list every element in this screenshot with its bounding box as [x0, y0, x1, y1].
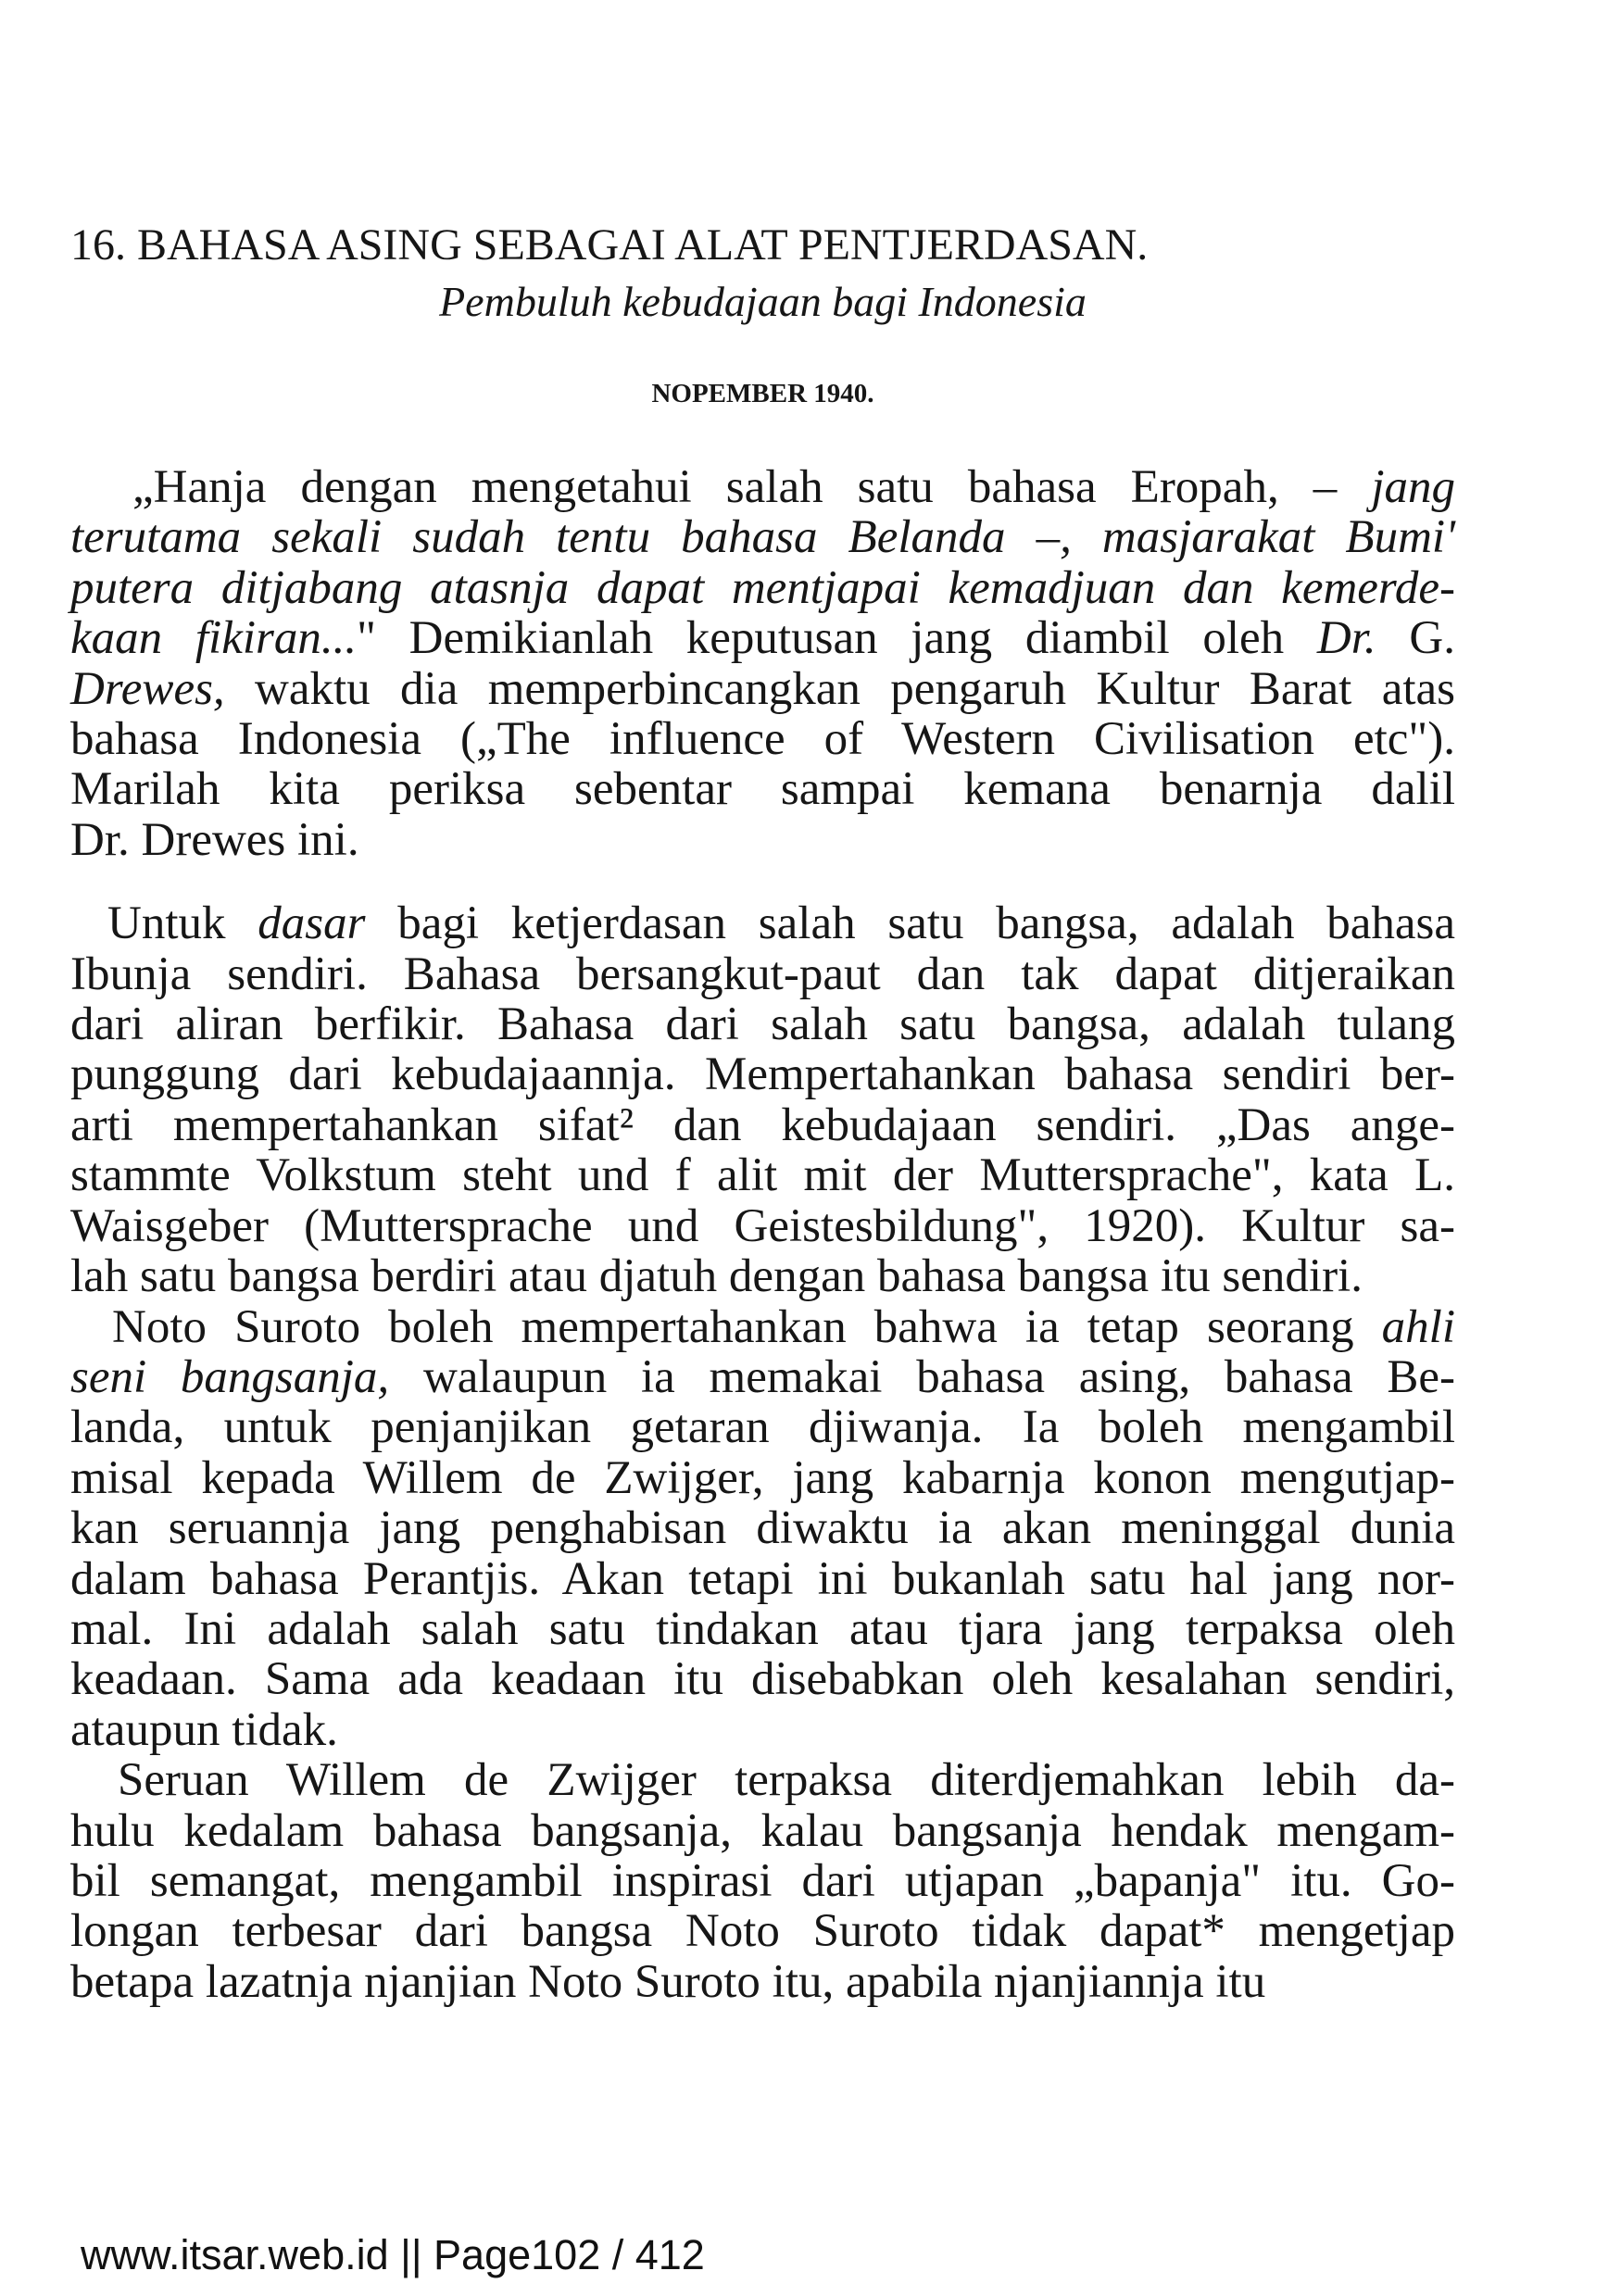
text-run: hulu kedalam bahasa bangsanja, kalau bangsanja hendak mengam- [70, 1804, 1455, 1857]
article-body [70, 462, 1455, 2007]
text-line [70, 1352, 1455, 1402]
text-run: stammte Volkstum steht und f alit mit der Muttersprache", kata L. [70, 1149, 1455, 1202]
text-line [70, 1906, 1455, 1956]
text-run: „Hanja dengan mengetahui salah satu bahasa Eropah, – [132, 461, 1372, 513]
text-line [70, 512, 1455, 562]
text-line [70, 1503, 1455, 1553]
italic-text-run: ahli [1381, 1300, 1455, 1353]
text-line [70, 949, 1455, 999]
text-run: dalam bahasa Perantjis. Akan tetapi ini bukanlah satu hal jang nor- [70, 1552, 1455, 1605]
footer-separator: || [400, 2231, 422, 2278]
text-line [70, 462, 1455, 512]
chapter-title: 16. BAHASA ASING SEBAGAI ALAT PENTJERDASAN. [70, 220, 1149, 270]
text-line [70, 1806, 1455, 1856]
text-line [70, 664, 1455, 714]
text-line [70, 1302, 1455, 1352]
text-run: keadaan. Sama ada keadaan itu disebabkan oleh kesalahan sendiri, [70, 1653, 1455, 1706]
text-line [70, 613, 1455, 663]
text-line [70, 1100, 1455, 1150]
text-run: lah satu bangsa berdiri atau djatuh dengan bahasa bangsa itu sendiri. [70, 1250, 1363, 1303]
paragraph [70, 1755, 1455, 2007]
text-line [70, 1856, 1455, 1906]
italic-text-run: kaan fikiran... [70, 612, 358, 665]
text-line [70, 815, 1455, 865]
text-run: bil semangat, mengambil inspirasi dari utjapan „bapanja" itu. Go- [70, 1854, 1455, 1907]
text-line [70, 1554, 1455, 1604]
text-run: ataupun tidak. [70, 1703, 338, 1756]
site-url: www.itsar.web.id [81, 2231, 389, 2278]
text-run: kan seruannja jang penghabisan diwaktu ia akan meninggal dunia [70, 1502, 1455, 1555]
text-line [70, 1251, 1455, 1301]
italic-text-run: terutama sekali sudah tentu bahasa Belanda –, masjarakat Bumi' [70, 511, 1455, 564]
text-run: misal kepada Willem de Zwijger, jang kabarnja konon mengutjap- [70, 1451, 1455, 1504]
italic-text-run: Drewes, [70, 662, 225, 715]
page-footer [81, 2231, 705, 2278]
text-line [70, 1604, 1455, 1654]
text-line [70, 1049, 1455, 1099]
text-run: Seruan Willem de Zwijger terpaksa diterdjemahkan lebih da- [118, 1754, 1455, 1807]
italic-text-run: dasar [258, 897, 366, 950]
chapter-subtitle: Pembuluh kebudajaan bagi Indonesia [439, 278, 1087, 325]
text-run: Marilah kita periksa sebentar sampai kemana benarnja dalil [70, 763, 1455, 816]
text-run: Ibunja sendiri. Bahasa bersangkut-paut dan tak dapat ditjeraikan [70, 947, 1455, 1000]
text-run: G. [1376, 612, 1455, 665]
text-run: waktu dia memperbincangkan pengaruh Kultur Barat atas [224, 662, 1455, 715]
text-line [70, 1705, 1455, 1755]
text-line [70, 714, 1455, 764]
text-run: longan terbesar dari bangsa Noto Suroto tidak dapat* mengetjap [70, 1905, 1455, 1958]
paragraph [70, 1302, 1455, 1756]
text-line [70, 1201, 1455, 1251]
text-run: landa, untuk penjanjikan getaran djiwanja. Ia boleh mengambil [70, 1401, 1455, 1454]
text-run: mal. Ini adalah salah satu tindakan atau tjara jang terpaksa oleh [70, 1602, 1455, 1655]
text-run: Dr. Drewes ini. [70, 813, 359, 866]
text-run: punggung dari kebudajaannja. Mempertahankan bahasa sendiri ber- [70, 1048, 1455, 1101]
text-line [70, 999, 1455, 1049]
text-run: Untuk [107, 897, 258, 950]
text-run: bagi ketjerdasan salah satu bangsa, adalah bahasa [365, 897, 1455, 950]
text-line [70, 1453, 1455, 1503]
page-number: Page102 / 412 [434, 2231, 705, 2278]
text-line [70, 1150, 1455, 1200]
text-line [70, 1402, 1455, 1452]
text-line [70, 1755, 1455, 1805]
text-run: walaupun ia memakai bahasa asing, bahasa Be- [389, 1350, 1456, 1403]
text-run: Noto Suroto boleh mempertahankan bahwa ia tetap seorang [112, 1300, 1382, 1353]
italic-text-run: jang [1371, 461, 1455, 513]
text-run: betapa lazatnja njanjian Noto Suroto itu, apabila njanjiannja itu [70, 1955, 1266, 2008]
text-run: dari aliran berfikir. Bahasa dari salah satu bangsa, adalah tulang [70, 998, 1455, 1051]
text-run: Waisgeber (Muttersprache und Geistesbildung", 1920). Kultur sa- [70, 1199, 1455, 1252]
text-line [70, 1957, 1455, 2007]
text-line [70, 764, 1455, 814]
text-run: " Demikianlah keputusan jang diambil oleh [357, 612, 1317, 665]
text-line [70, 563, 1455, 613]
italic-text-run: Dr. [1316, 612, 1376, 665]
text-run: bahasa Indonesia („The influence of Western Civilisation etc"). [70, 713, 1455, 766]
paragraph [70, 462, 1455, 865]
text-run: arti mempertahankan sifat² dan kebudajaan sendiri. „Das ange- [70, 1098, 1455, 1151]
text-line [70, 898, 1455, 948]
italic-text-run: seni bangsanja, [70, 1350, 390, 1403]
chapter-date: NOPEMBER 1940. [651, 379, 874, 408]
italic-text-run: putera ditjabang atasnja dapat mentjapai kemadjuan dan kemerde- [70, 561, 1455, 614]
paragraph [70, 898, 1455, 1301]
text-line [70, 1654, 1455, 1704]
